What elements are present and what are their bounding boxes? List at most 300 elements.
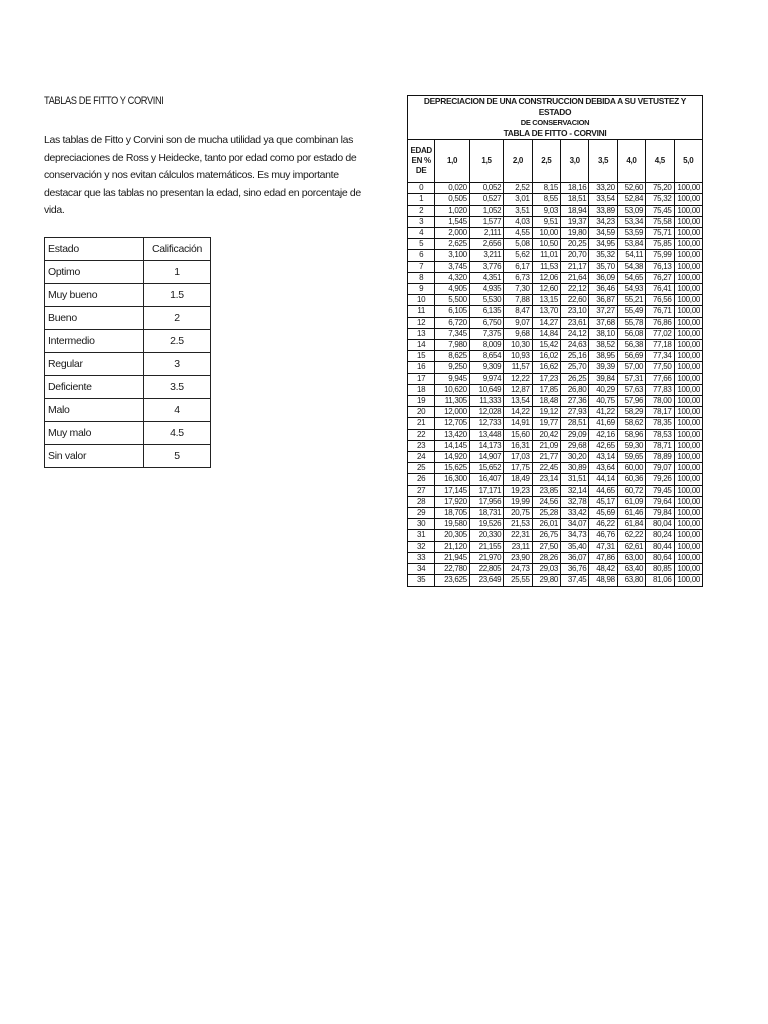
estado-cell: Malo	[45, 399, 144, 422]
edad-cell: 12	[408, 317, 435, 328]
depreciacion-cell: 27,50	[532, 541, 560, 552]
depreciacion-cell: 10,620	[435, 384, 469, 395]
depreciacion-cell: 22,45	[532, 463, 560, 474]
depreciacion-cell: 78,00	[646, 396, 674, 407]
depreciacion-cell: 79,07	[646, 463, 674, 474]
fitto-row	[408, 474, 703, 485]
depreciacion-cell: 16,407	[469, 474, 503, 485]
depreciacion-cell: 5,530	[469, 295, 503, 306]
depreciacion-cell: 5,500	[435, 295, 469, 306]
depreciacion-cell: 58,96	[617, 429, 645, 440]
edad-cell: 34	[408, 564, 435, 575]
depreciacion-cell: 1,545	[435, 216, 469, 227]
depreciacion-cell: 23,90	[504, 552, 532, 563]
depreciacion-cell: 9,945	[435, 373, 469, 384]
depreciacion-cell: 36,09	[589, 272, 617, 283]
depreciacion-cell: 3,211	[469, 250, 503, 261]
calificacion-cell: 1.5	[144, 284, 211, 307]
edad-header-cell	[408, 140, 435, 183]
edad-cell: 31	[408, 530, 435, 541]
depreciacion-cell: 6,720	[435, 317, 469, 328]
depreciacion-cell: 63,40	[617, 564, 645, 575]
depreciacion-cell: 76,41	[646, 284, 674, 295]
edad-cell: 32	[408, 541, 435, 552]
estado-column-header: 2,5	[532, 140, 560, 183]
depreciacion-cell: 19,80	[561, 228, 589, 239]
depreciacion-cell: 100,00	[674, 452, 702, 463]
calificacion-cell: 3.5	[144, 376, 211, 399]
depreciacion-cell: 12,028	[469, 407, 503, 418]
depreciacion-cell: 57,96	[617, 396, 645, 407]
edad-cell: 15	[408, 351, 435, 362]
depreciacion-cell: 18,705	[435, 508, 469, 519]
depreciacion-cell: 78,17	[646, 407, 674, 418]
depreciacion-cell: 100,00	[674, 519, 702, 530]
edad-cell: 9	[408, 284, 435, 295]
estado-row	[45, 261, 211, 284]
calificacion-cell: 4.5	[144, 422, 211, 445]
depreciacion-cell: 4,905	[435, 284, 469, 295]
depreciacion-cell: 25,70	[561, 362, 589, 373]
fitto-row	[408, 362, 703, 373]
estado-header-row	[45, 238, 211, 261]
fitto-header-row	[408, 140, 703, 183]
depreciacion-cell: 9,250	[435, 362, 469, 373]
depreciacion-cell: 21,53	[504, 519, 532, 530]
depreciacion-cell: 27,36	[561, 396, 589, 407]
depreciacion-cell: 20,42	[532, 429, 560, 440]
depreciacion-cell: 100,00	[674, 261, 702, 272]
fitto-row	[408, 194, 703, 205]
depreciacion-cell: 15,652	[469, 463, 503, 474]
depreciacion-cell: 29,68	[561, 440, 589, 451]
depreciacion-cell: 9,974	[469, 373, 503, 384]
depreciacion-cell: 35,32	[589, 250, 617, 261]
depreciacion-cell: 100,00	[674, 183, 702, 194]
depreciacion-cell: 9,07	[504, 317, 532, 328]
depreciacion-cell: 23,85	[532, 485, 560, 496]
depreciacion-cell: 34,23	[589, 216, 617, 227]
edad-header-line: EDAD	[410, 146, 432, 156]
depreciacion-cell: 100,00	[674, 194, 702, 205]
depreciacion-cell: 3,776	[469, 261, 503, 272]
depreciacion-cell: 29,09	[561, 429, 589, 440]
depreciacion-cell: 76,71	[646, 306, 674, 317]
depreciacion-cell: 17,03	[504, 452, 532, 463]
fitto-row	[408, 463, 703, 474]
depreciacion-cell: 12,733	[469, 418, 503, 429]
depreciacion-cell: 13,15	[532, 295, 560, 306]
fitto-row	[408, 205, 703, 216]
depreciacion-cell: 60,72	[617, 485, 645, 496]
fitto-row	[408, 373, 703, 384]
depreciacion-cell: 75,58	[646, 216, 674, 227]
fitto-row	[408, 261, 703, 272]
depreciacion-cell: 36,07	[561, 552, 589, 563]
depreciacion-cell: 13,54	[504, 396, 532, 407]
depreciacion-cell: 42,65	[589, 440, 617, 451]
edad-cell: 5	[408, 239, 435, 250]
depreciacion-cell: 19,23	[504, 485, 532, 496]
depreciacion-cell: 5,62	[504, 250, 532, 261]
depreciacion-cell: 10,93	[504, 351, 532, 362]
depreciacion-cell: 23,11	[504, 541, 532, 552]
depreciacion-cell: 16,31	[504, 440, 532, 451]
depreciacion-cell: 57,00	[617, 362, 645, 373]
edad-cell: 1	[408, 194, 435, 205]
depreciacion-cell: 10,00	[532, 228, 560, 239]
estado-row	[45, 422, 211, 445]
depreciacion-cell: 13,420	[435, 429, 469, 440]
depreciacion-cell: 100,00	[674, 474, 702, 485]
depreciacion-cell: 61,09	[617, 496, 645, 507]
depreciacion-cell: 57,63	[617, 384, 645, 395]
depreciacion-cell: 14,27	[532, 317, 560, 328]
edad-cell: 24	[408, 452, 435, 463]
depreciacion-cell: 100,00	[674, 351, 702, 362]
depreciacion-cell: 10,50	[532, 239, 560, 250]
depreciacion-cell: 11,01	[532, 250, 560, 261]
depreciacion-cell: 100,00	[674, 496, 702, 507]
fitto-row	[408, 284, 703, 295]
depreciacion-cell: 100,00	[674, 485, 702, 496]
edad-cell: 11	[408, 306, 435, 317]
depreciacion-cell: 54,11	[617, 250, 645, 261]
depreciacion-cell: 75,71	[646, 228, 674, 239]
depreciacion-cell: 17,145	[435, 485, 469, 496]
estado-row	[45, 307, 211, 330]
estado-cell: Regular	[45, 353, 144, 376]
depreciacion-cell: 18,51	[561, 194, 589, 205]
depreciacion-cell: 58,62	[617, 418, 645, 429]
depreciacion-cell: 0,527	[469, 194, 503, 205]
depreciacion-cell: 17,956	[469, 496, 503, 507]
calificacion-cell: 4	[144, 399, 211, 422]
depreciacion-cell: 21,77	[532, 452, 560, 463]
fitto-row	[408, 272, 703, 283]
depreciacion-cell: 26,01	[532, 519, 560, 530]
depreciacion-cell: 34,07	[561, 519, 589, 530]
estado-cell: Optimo	[45, 261, 144, 284]
depreciacion-cell: 21,64	[561, 272, 589, 283]
depreciacion-cell: 45,17	[589, 496, 617, 507]
depreciacion-cell: 100,00	[674, 306, 702, 317]
depreciacion-cell: 13,448	[469, 429, 503, 440]
depreciacion-cell: 7,345	[435, 328, 469, 339]
depreciacion-cell: 22,780	[435, 564, 469, 575]
depreciacion-cell: 79,26	[646, 474, 674, 485]
depreciacion-cell: 12,06	[532, 272, 560, 283]
calificacion-cell: 2.5	[144, 330, 211, 353]
depreciacion-cell: 14,84	[532, 328, 560, 339]
depreciacion-cell: 8,625	[435, 351, 469, 362]
calificacion-cell: 5	[144, 445, 211, 468]
fitto-row	[408, 250, 703, 261]
depreciacion-cell: 22,805	[469, 564, 503, 575]
depreciacion-cell: 20,305	[435, 530, 469, 541]
depreciacion-cell: 34,73	[561, 530, 589, 541]
depreciacion-cell: 100,00	[674, 440, 702, 451]
depreciacion-cell: 100,00	[674, 508, 702, 519]
depreciacion-cell: 6,105	[435, 306, 469, 317]
depreciacion-cell: 78,89	[646, 452, 674, 463]
depreciacion-cell: 19,526	[469, 519, 503, 530]
depreciacion-cell: 75,85	[646, 239, 674, 250]
depreciacion-cell: 76,86	[646, 317, 674, 328]
depreciacion-cell: 22,60	[561, 295, 589, 306]
depreciacion-cell: 18,94	[561, 205, 589, 216]
depreciacion-cell: 14,920	[435, 452, 469, 463]
estado-cell: Muy bueno	[45, 284, 144, 307]
edad-cell: 7	[408, 261, 435, 272]
depreciacion-cell: 11,333	[469, 396, 503, 407]
depreciacion-cell: 3,51	[504, 205, 532, 216]
depreciacion-cell: 6,750	[469, 317, 503, 328]
depreciacion-cell: 9,68	[504, 328, 532, 339]
depreciacion-cell: 77,66	[646, 373, 674, 384]
depreciacion-cell: 19,77	[532, 418, 560, 429]
edad-cell: 33	[408, 552, 435, 563]
depreciacion-cell: 12,22	[504, 373, 532, 384]
depreciacion-cell: 100,00	[674, 250, 702, 261]
depreciacion-cell: 19,99	[504, 496, 532, 507]
fitto-row	[408, 541, 703, 552]
calificacion-cell: 3	[144, 353, 211, 376]
depreciacion-cell: 63,80	[617, 575, 645, 586]
depreciacion-cell: 44,14	[589, 474, 617, 485]
estado-column-header: 4,5	[646, 140, 674, 183]
depreciacion-cell: 100,00	[674, 429, 702, 440]
edad-cell: 8	[408, 272, 435, 283]
depreciacion-cell: 0,020	[435, 183, 469, 194]
fitto-row	[408, 552, 703, 563]
depreciacion-cell: 17,75	[504, 463, 532, 474]
depreciacion-cell: 8,654	[469, 351, 503, 362]
depreciacion-cell: 15,625	[435, 463, 469, 474]
depreciacion-cell: 17,920	[435, 496, 469, 507]
depreciacion-cell: 10,649	[469, 384, 503, 395]
edad-cell: 27	[408, 485, 435, 496]
depreciacion-cell: 55,49	[617, 306, 645, 317]
depreciacion-cell: 9,51	[532, 216, 560, 227]
depreciacion-cell: 26,80	[561, 384, 589, 395]
depreciacion-cell: 61,84	[617, 519, 645, 530]
depreciacion-cell: 40,75	[589, 396, 617, 407]
depreciacion-cell: 12,000	[435, 407, 469, 418]
depreciacion-cell: 10,30	[504, 340, 532, 351]
depreciacion-cell: 35,40	[561, 541, 589, 552]
depreciacion-cell: 100,00	[674, 552, 702, 563]
depreciacion-cell: 4,320	[435, 272, 469, 283]
depreciacion-cell: 4,03	[504, 216, 532, 227]
depreciacion-cell: 76,56	[646, 295, 674, 306]
depreciacion-cell: 56,08	[617, 328, 645, 339]
estado-cell: Bueno	[45, 307, 144, 330]
estado-cell: Muy malo	[45, 422, 144, 445]
depreciacion-cell: 24,73	[504, 564, 532, 575]
depreciacion-cell: 38,10	[589, 328, 617, 339]
fitto-title-line-1: DEPRECIACION DE UNA CONSTRUCCION DEBIDA A SU VETUSTEZ Y ESTADO	[408, 96, 703, 119]
depreciacion-cell: 14,907	[469, 452, 503, 463]
depreciacion-cell: 80,24	[646, 530, 674, 541]
depreciacion-cell: 6,135	[469, 306, 503, 317]
depreciacion-cell: 55,21	[617, 295, 645, 306]
depreciacion-cell: 28,51	[561, 418, 589, 429]
depreciacion-cell: 8,47	[504, 306, 532, 317]
estado-column-header: 4,0	[617, 140, 645, 183]
depreciacion-cell: 77,18	[646, 340, 674, 351]
estado-row	[45, 353, 211, 376]
fitto-row	[408, 418, 703, 429]
depreciacion-cell: 11,57	[504, 362, 532, 373]
depreciacion-cell: 59,30	[617, 440, 645, 451]
depreciacion-cell: 47,86	[589, 552, 617, 563]
depreciacion-cell: 0,505	[435, 194, 469, 205]
depreciacion-cell: 100,00	[674, 328, 702, 339]
depreciacion-cell: 4,55	[504, 228, 532, 239]
depreciacion-cell: 78,53	[646, 429, 674, 440]
depreciacion-cell: 81,06	[646, 575, 674, 586]
depreciacion-cell: 46,76	[589, 530, 617, 541]
fitto-row	[408, 564, 703, 575]
depreciacion-cell: 59,65	[617, 452, 645, 463]
depreciacion-cell: 21,09	[532, 440, 560, 451]
depreciacion-cell: 19,580	[435, 519, 469, 530]
depreciacion-cell: 78,35	[646, 418, 674, 429]
estado-cell: Intermedio	[45, 330, 144, 353]
depreciacion-cell: 32,14	[561, 485, 589, 496]
depreciacion-cell: 100,00	[674, 418, 702, 429]
depreciacion-cell: 78,71	[646, 440, 674, 451]
depreciacion-cell: 21,970	[469, 552, 503, 563]
depreciacion-cell: 40,29	[589, 384, 617, 395]
depreciacion-cell: 100,00	[674, 396, 702, 407]
depreciacion-cell: 12,60	[532, 284, 560, 295]
depreciacion-cell: 37,68	[589, 317, 617, 328]
depreciacion-cell: 11,53	[532, 261, 560, 272]
fitto-row	[408, 496, 703, 507]
calificacion-cell: 1	[144, 261, 211, 284]
depreciacion-cell: 23,10	[561, 306, 589, 317]
fitto-row	[408, 306, 703, 317]
depreciacion-cell: 56,38	[617, 340, 645, 351]
estado-column-header: 3,5	[589, 140, 617, 183]
estado-column-header: 3,0	[561, 140, 589, 183]
depreciacion-cell: 54,38	[617, 261, 645, 272]
depreciacion-cell: 31,51	[561, 474, 589, 485]
depreciacion-cell: 3,01	[504, 194, 532, 205]
depreciacion-cell: 37,27	[589, 306, 617, 317]
depreciacion-cell: 15,60	[504, 429, 532, 440]
depreciacion-cell: 54,65	[617, 272, 645, 283]
fitto-row	[408, 317, 703, 328]
depreciacion-cell: 21,155	[469, 541, 503, 552]
depreciacion-cell: 34,59	[589, 228, 617, 239]
depreciacion-cell: 100,00	[674, 373, 702, 384]
fitto-corvini-table	[407, 95, 703, 587]
fitto-row	[408, 530, 703, 541]
depreciacion-cell: 30,89	[561, 463, 589, 474]
depreciacion-cell: 18,48	[532, 396, 560, 407]
depreciacion-cell: 18,731	[469, 508, 503, 519]
estado-column-header: 5,0	[674, 140, 702, 183]
estado-row	[45, 445, 211, 468]
depreciacion-cell: 38,95	[589, 351, 617, 362]
depreciacion-cell: 1,052	[469, 205, 503, 216]
depreciacion-cell: 23,61	[561, 317, 589, 328]
fitto-row	[408, 440, 703, 451]
edad-cell: 16	[408, 362, 435, 373]
depreciacion-cell: 46,22	[589, 519, 617, 530]
fitto-row	[408, 452, 703, 463]
depreciacion-cell: 100,00	[674, 575, 702, 586]
depreciacion-cell: 63,00	[617, 552, 645, 563]
edad-cell: 13	[408, 328, 435, 339]
depreciacion-cell: 8,15	[532, 183, 560, 194]
fitto-title-line-2: DE CONSERVACION	[408, 118, 703, 128]
depreciacion-cell: 4,935	[469, 284, 503, 295]
depreciacion-cell: 75,20	[646, 183, 674, 194]
depreciacion-cell: 9,03	[532, 205, 560, 216]
edad-cell: 22	[408, 429, 435, 440]
depreciacion-cell: 23,625	[435, 575, 469, 586]
depreciacion-cell: 55,78	[617, 317, 645, 328]
fitto-row	[408, 228, 703, 239]
depreciacion-cell: 33,54	[589, 194, 617, 205]
depreciacion-cell: 2,656	[469, 239, 503, 250]
depreciacion-cell: 100,00	[674, 564, 702, 575]
edad-cell: 6	[408, 250, 435, 261]
depreciacion-cell: 36,76	[561, 564, 589, 575]
depreciacion-cell: 16,02	[532, 351, 560, 362]
fitto-row	[408, 328, 703, 339]
depreciacion-cell: 80,64	[646, 552, 674, 563]
edad-cell: 20	[408, 407, 435, 418]
depreciacion-cell: 20,330	[469, 530, 503, 541]
depreciacion-cell: 100,00	[674, 205, 702, 216]
depreciacion-cell: 39,39	[589, 362, 617, 373]
edad-cell: 23	[408, 440, 435, 451]
depreciacion-cell: 57,31	[617, 373, 645, 384]
depreciacion-cell: 29,03	[532, 564, 560, 575]
depreciacion-cell: 19,37	[561, 216, 589, 227]
depreciacion-cell: 58,29	[617, 407, 645, 418]
depreciacion-cell: 54,93	[617, 284, 645, 295]
edad-cell: 14	[408, 340, 435, 351]
depreciacion-cell: 25,16	[561, 351, 589, 362]
fitto-row	[408, 396, 703, 407]
depreciacion-cell: 25,28	[532, 508, 560, 519]
depreciacion-cell: 33,42	[561, 508, 589, 519]
depreciacion-cell: 2,52	[504, 183, 532, 194]
fitto-row	[408, 407, 703, 418]
depreciacion-cell: 8,55	[532, 194, 560, 205]
edad-cell: 4	[408, 228, 435, 239]
depreciacion-cell: 80,44	[646, 541, 674, 552]
depreciacion-cell: 26,75	[532, 530, 560, 541]
edad-header-line: EN %	[411, 156, 431, 166]
depreciacion-cell: 7,30	[504, 284, 532, 295]
depreciacion-cell: 52,60	[617, 183, 645, 194]
depreciacion-cell: 32,78	[561, 496, 589, 507]
depreciacion-cell: 77,50	[646, 362, 674, 373]
depreciacion-cell: 37,45	[561, 575, 589, 586]
depreciacion-cell: 41,69	[589, 418, 617, 429]
estado-cell: Deficiente	[45, 376, 144, 399]
depreciacion-cell: 33,20	[589, 183, 617, 194]
depreciacion-cell: 44,65	[589, 485, 617, 496]
depreciacion-cell: 79,84	[646, 508, 674, 519]
